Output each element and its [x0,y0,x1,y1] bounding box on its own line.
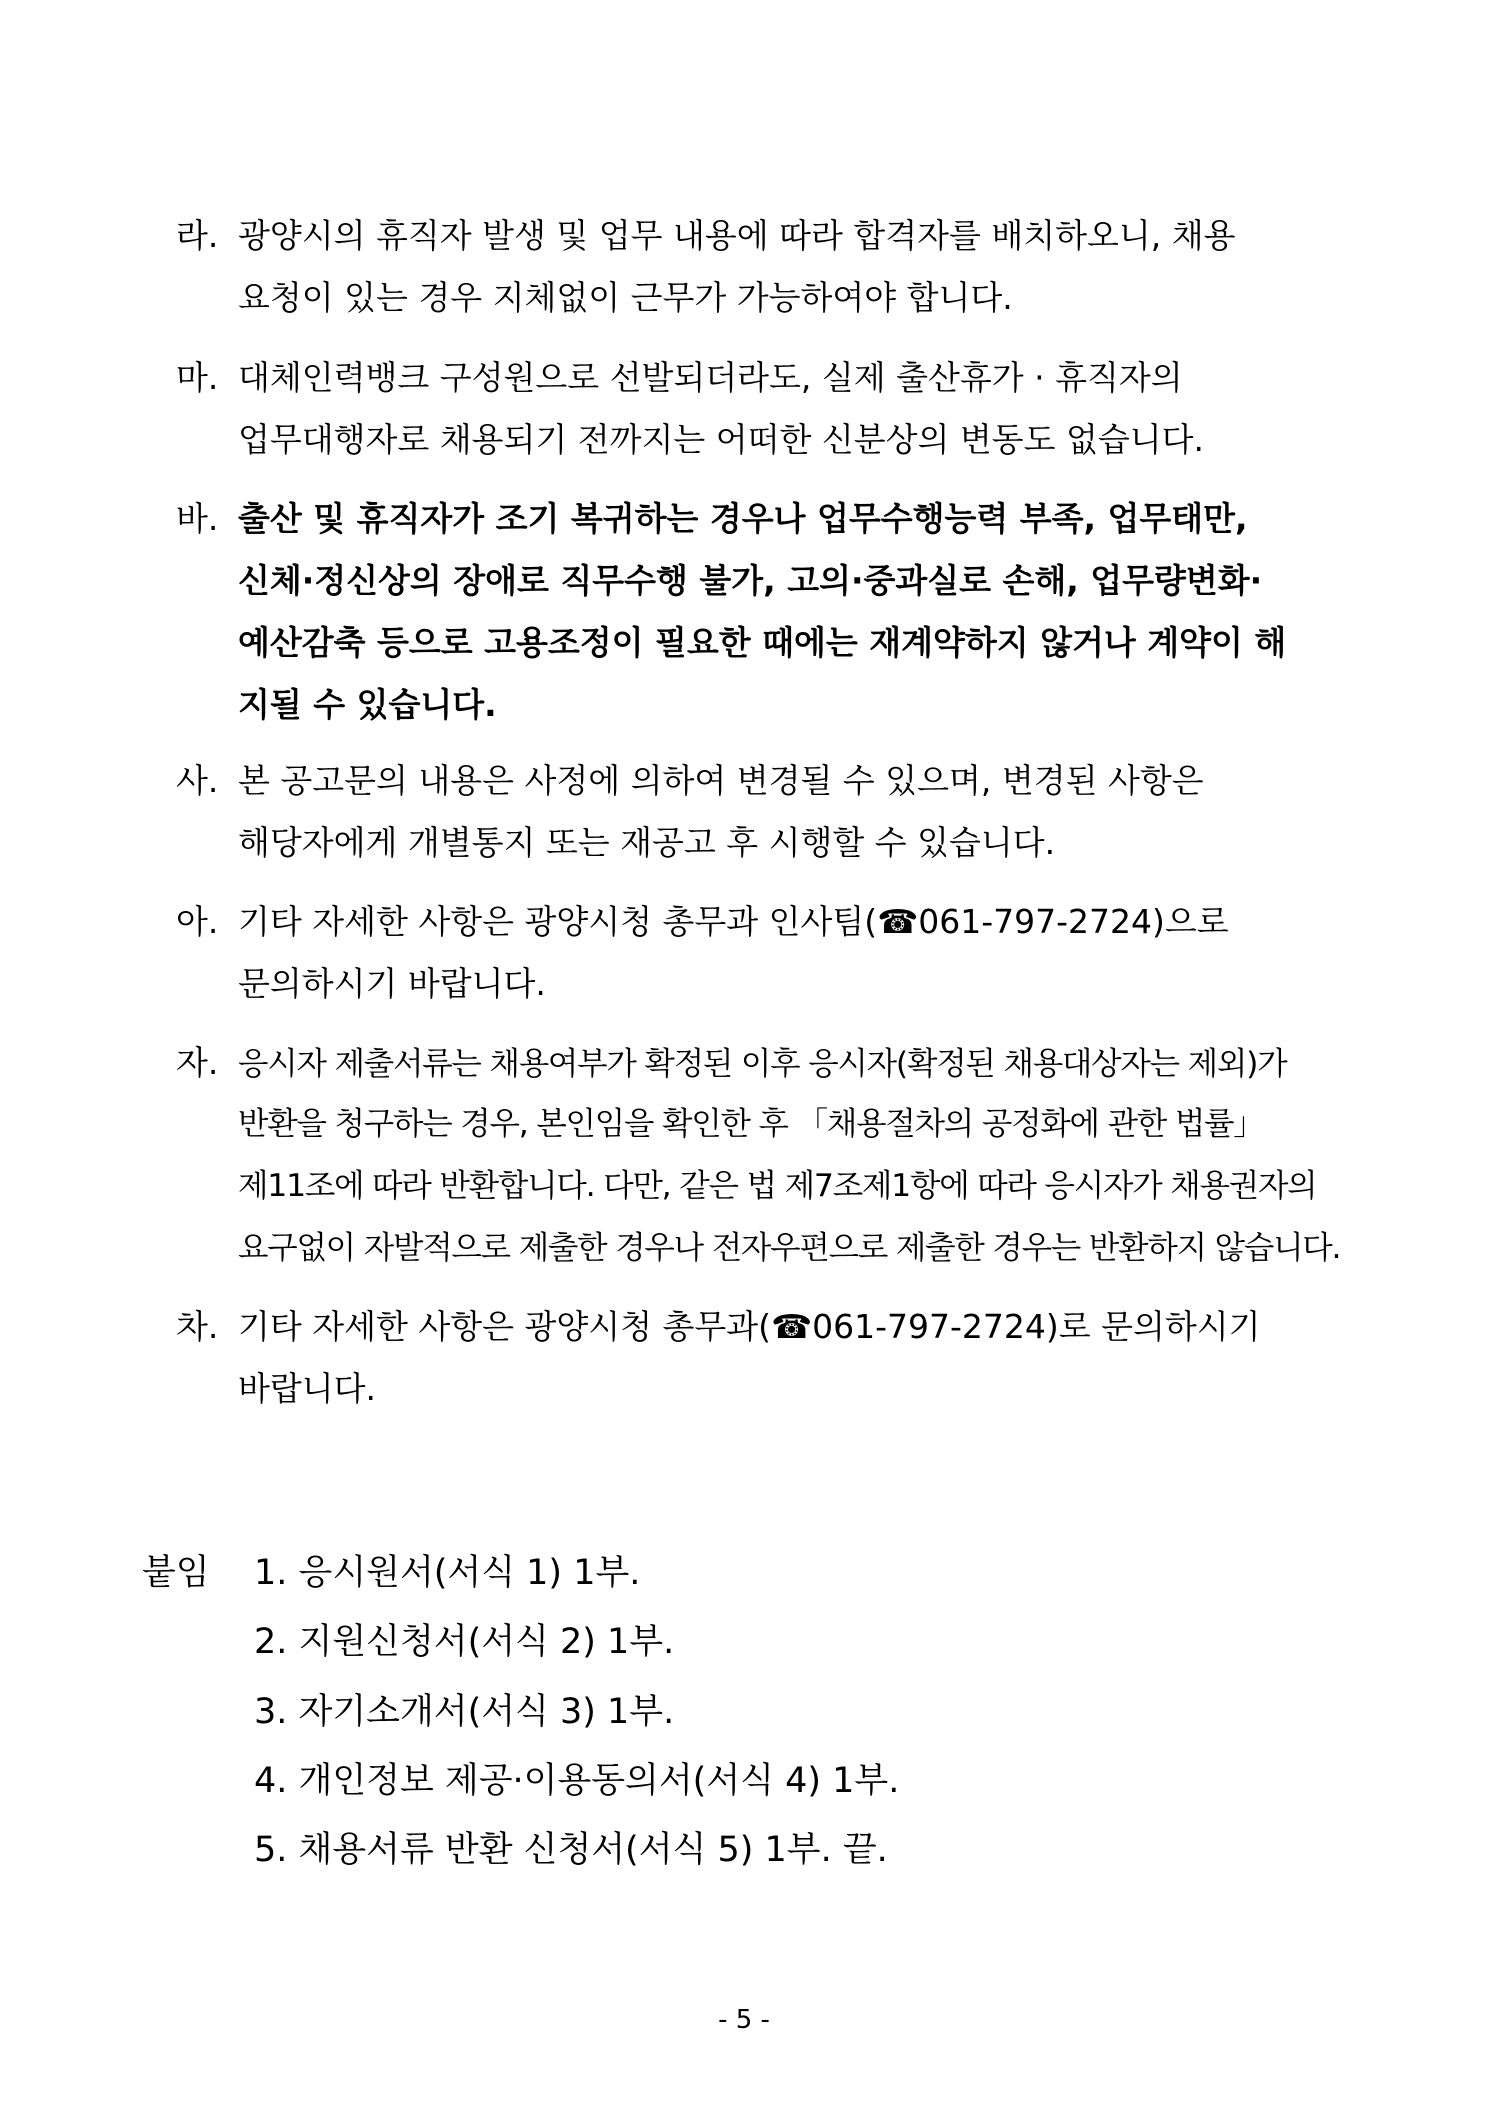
item-marker: 아. [176,902,219,941]
attachment-item-2: 2. 지원신청서(서식 2) 1부. [254,1622,675,1662]
item-marker: 라. [176,216,219,255]
item-line: 기타 자세한 사항은 광양시청 총무과 인사팀(☎061-797-2724)으로 [238,902,1229,941]
item-line: 요청이 있는 경우 지체없이 근무가 가능하여야 합니다. [238,278,1013,317]
attachment-item-1: 1. 응시원서(서식 1) 1부. [254,1553,641,1593]
notice-item-cha [176,1301,1356,1425]
item-marker: 사. [176,761,219,800]
item-line: 광양시의 휴직자 발생 및 업무 내용에 따라 합격자를 배치하오니, 채용 [238,216,1236,255]
item-marker: 마. [176,358,219,397]
item-line: 지될 수 있습니다. [238,685,497,724]
attachment-item-3: 3. 자기소개서(서식 3) 1부. [254,1692,675,1732]
attachment-item-4: 4. 개인정보 제공·이용동의서(서식 4) 1부. [254,1761,900,1801]
notice-item-sa [176,755,1356,879]
item-line: 본 공고문의 내용은 사정에 의하여 변경될 수 있으며, 변경된 사항은 [238,761,1204,800]
attachment-item-5: 5. 채용서류 반환 신청서(서식 5) 1부. 끝. [254,1830,888,1870]
item-line: 바랍니다. [238,1369,377,1408]
item-line: 대체인력뱅크 구성원으로 선발되더라도, 실제 출산휴가 · 휴직자의 [238,358,1183,397]
item-line: 예산감축 등으로 고용조정이 필요한 때에는 재계약하지 않거나 계약이 해 [238,623,1287,662]
item-line: 반환을 청구하는 경우, 본인임을 확인한 후 「채용절차의 공정화에 관한 법률」 [238,1106,1264,1142]
attachments-label: 붙임 [142,1553,210,1593]
page-number: - 5 - [718,2005,770,2035]
notice-item-ma [176,352,1356,476]
item-line: 요구없이 자발적으로 제출한 경우나 전자우편으로 제출한 경우는 반환하지 않습니다. [238,1230,1341,1266]
item-line: 기타 자세한 사항은 광양시청 총무과(☎061-797-2724)로 문의하시기 [238,1307,1261,1346]
notice-item-ja [176,1037,1356,1285]
item-marker: 바. [176,499,219,538]
notice-item-ba [176,493,1356,741]
item-line: 해당자에게 개별통지 또는 재공고 후 시행할 수 있습니다. [238,823,1056,862]
item-line: 신체·정신상의 장애로 직무수행 불가, 고의·중과실로 손해, 업무량변화· [238,561,1263,600]
item-line: 응시자 제출서류는 채용여부가 확정된 이후 응시자(확정된 채용대상자는 제외)가 [238,1046,1287,1082]
item-line: 출산 및 휴직자가 조기 복귀하는 경우나 업무수행능력 부족, 업무태만, [238,499,1248,538]
item-line: 문의하시기 바랍니다. [238,964,546,1003]
item-marker: 차. [176,1307,219,1346]
notice-item-a [176,896,1356,1020]
notice-item-ra [176,210,1356,334]
item-line: 제11조에 따라 반환합니다. 다만, 같은 법 제7조제1항에 따라 응시자가 채용권자의 [238,1168,1317,1204]
item-line: 업무대행자로 채용되기 전까지는 어떠한 신분상의 변동도 없습니다. [238,420,1205,459]
item-marker: 자. [176,1043,219,1082]
